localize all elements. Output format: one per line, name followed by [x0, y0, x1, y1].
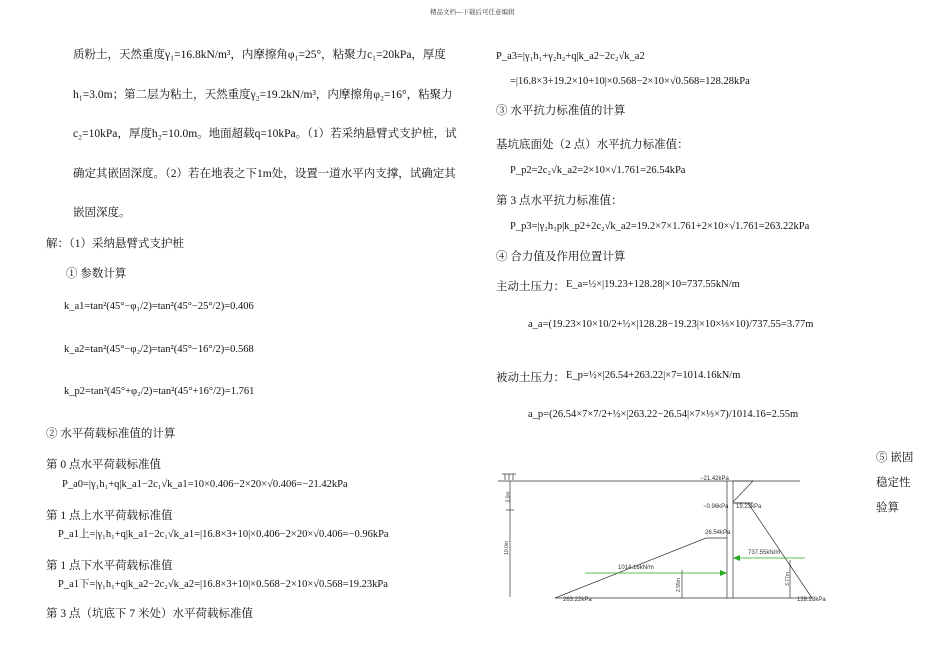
label-depth-3m: 3.0m — [505, 491, 512, 503]
point-0-label: 第 0 点水平荷载标准值 — [46, 459, 161, 471]
problem-line-4: 确定其嵌固深度。（2）若在地表之下1m处，设置一道水平内支撑，试确定其 — [73, 168, 456, 180]
formula-pa3-a: P_a3=|γ₁h₁+γ₂h₂+q|k_a2−2c₂√k_a2 — [496, 51, 645, 62]
formula-pa1-lower: P_a1下=|γ₁h₁+q|k_a2−2c₂√k_a2=|16.8×3+10|×0.568−2×10×√0.568=19.23kPa — [58, 579, 388, 590]
formula-kp2: k_p2=tan²(45°+φ₂/2)=tan²(45°+16°/2)=1.761 — [64, 386, 255, 397]
label-128-28: 128.28kPa — [797, 597, 826, 603]
step-4-heading: ④ 合力值及作用位置计算 — [496, 251, 626, 263]
point-3-label: 第 3 点（坑底下 7 米处）水平荷载标准值 — [46, 608, 253, 620]
problem-line-3: c₂=10kPa，厚度h₂=10.0m。地面超载q=10kPa。（1）若采纳悬臂式支护桩，试 — [73, 128, 457, 140]
formula-ep: E_p=½×|26.54+263.22|×7=1014.16kN/m — [566, 370, 741, 381]
step-2-heading: ② 水平荷载标准值的计算 — [46, 428, 176, 440]
label-aa-3-77: 3.77m — [784, 572, 791, 586]
formula-pa1-upper: P_a1上=|γ₁h₁+q|k_a1−2c₁√k_a1=|16.8×3+10|×0.406−2×20×√0.406=−0.96kPa — [58, 529, 389, 540]
point-1-upper-label: 第 1 点上水平荷载标准值 — [46, 510, 173, 522]
step-5-heading-c: 验算 — [876, 502, 899, 514]
point-3-resistance-label: 第 3 点水平抗力标准值： — [496, 195, 623, 207]
label-19-23: 19.23kPa — [736, 504, 762, 510]
formula-aa: a_a=(19.23×10×10/2+½×|128.28−19.23|×10×⅓×10)/737.55=3.77m — [528, 319, 814, 330]
point-1-lower-label: 第 1 点下水平荷载标准值 — [46, 560, 173, 572]
solution-heading: 解：（1）采纳悬臂式支护桩 — [46, 238, 184, 250]
label-neg-0-96: −0.96kPa — [703, 504, 729, 510]
formula-pa3-b: =|16.8×3+19.2×10+10|×0.568−2×10×√0.568=128.28kPa — [510, 76, 750, 87]
step-3-heading: ③ 水平抗力标准值的计算 — [496, 105, 626, 117]
label-ea: 737.55kN/m — [748, 550, 781, 556]
problem-line-1: 质粉土，天然重度γ₁=16.8kN/m³，内摩擦角φ₁=25°，粘聚力c₁=20kPa，厚度 — [73, 49, 446, 61]
passive-pressure-label: 被动土压力： — [496, 372, 565, 384]
formula-ea: E_a=½×|19.23+128.28|×10=737.55kN/m — [566, 279, 740, 290]
formula-pa0: P_a0=|γ₁h₁+q|k_a1−2c₁√k_a1=10×0.406−2×20×√0.406=−21.42kPa — [62, 479, 348, 490]
formula-ap: a_p=(26.54×7×7/2+½×|263.22−26.54|×7×⅓×7)/1014.16=2.55m — [528, 409, 799, 420]
formula-ka1: k_a1=tan²(45°−φ₁/2)=tan²(45°−25°/2)=0.406 — [64, 301, 254, 312]
formula-pp2: P_p2=2c₂√k_a2=2×10×√1.761=26.54kPa — [510, 165, 686, 176]
label-ep: 1014.16kN/m — [618, 565, 654, 571]
problem-line-5: 嵌固深度。 — [73, 207, 131, 219]
step-5-heading-a: ⑤ 嵌固 — [876, 452, 914, 464]
label-depth-10m: 10.0m — [503, 541, 510, 555]
formula-pp3: P_p3=|γ₂h₃p|k_p2+2c₂√k_a2=19.2×7×1.761+2×10×√1.761=263.22kPa — [510, 221, 810, 232]
label-26-54: 26.54kPa — [705, 530, 731, 536]
formula-ka2: k_a2=tan²(45°−φ₂/2)=tan²(45°−16°/2)=0.568 — [64, 344, 254, 355]
step-5-heading-b: 稳定性 — [876, 477, 911, 489]
step-1-heading: ① 参数计算 — [66, 268, 127, 280]
label-ap-2-55: 2.55m — [675, 578, 682, 592]
base-resistance-label: 基坑底面处（2 点）水平抗力标准值： — [496, 139, 689, 151]
label-263-22: 263.22kPa — [563, 597, 592, 603]
active-pressure-label: 主动土压力： — [496, 281, 565, 293]
label-neg-21-42: −21.42kPa — [700, 476, 729, 482]
problem-line-2: h₁=3.0m；第二层为粘土，天然重度γ₂=19.2kN/m³，内摩擦角φ₂=16°，粘聚力 — [73, 89, 453, 101]
page-header: 精品文档---下载后可任意编辑 — [430, 9, 515, 16]
